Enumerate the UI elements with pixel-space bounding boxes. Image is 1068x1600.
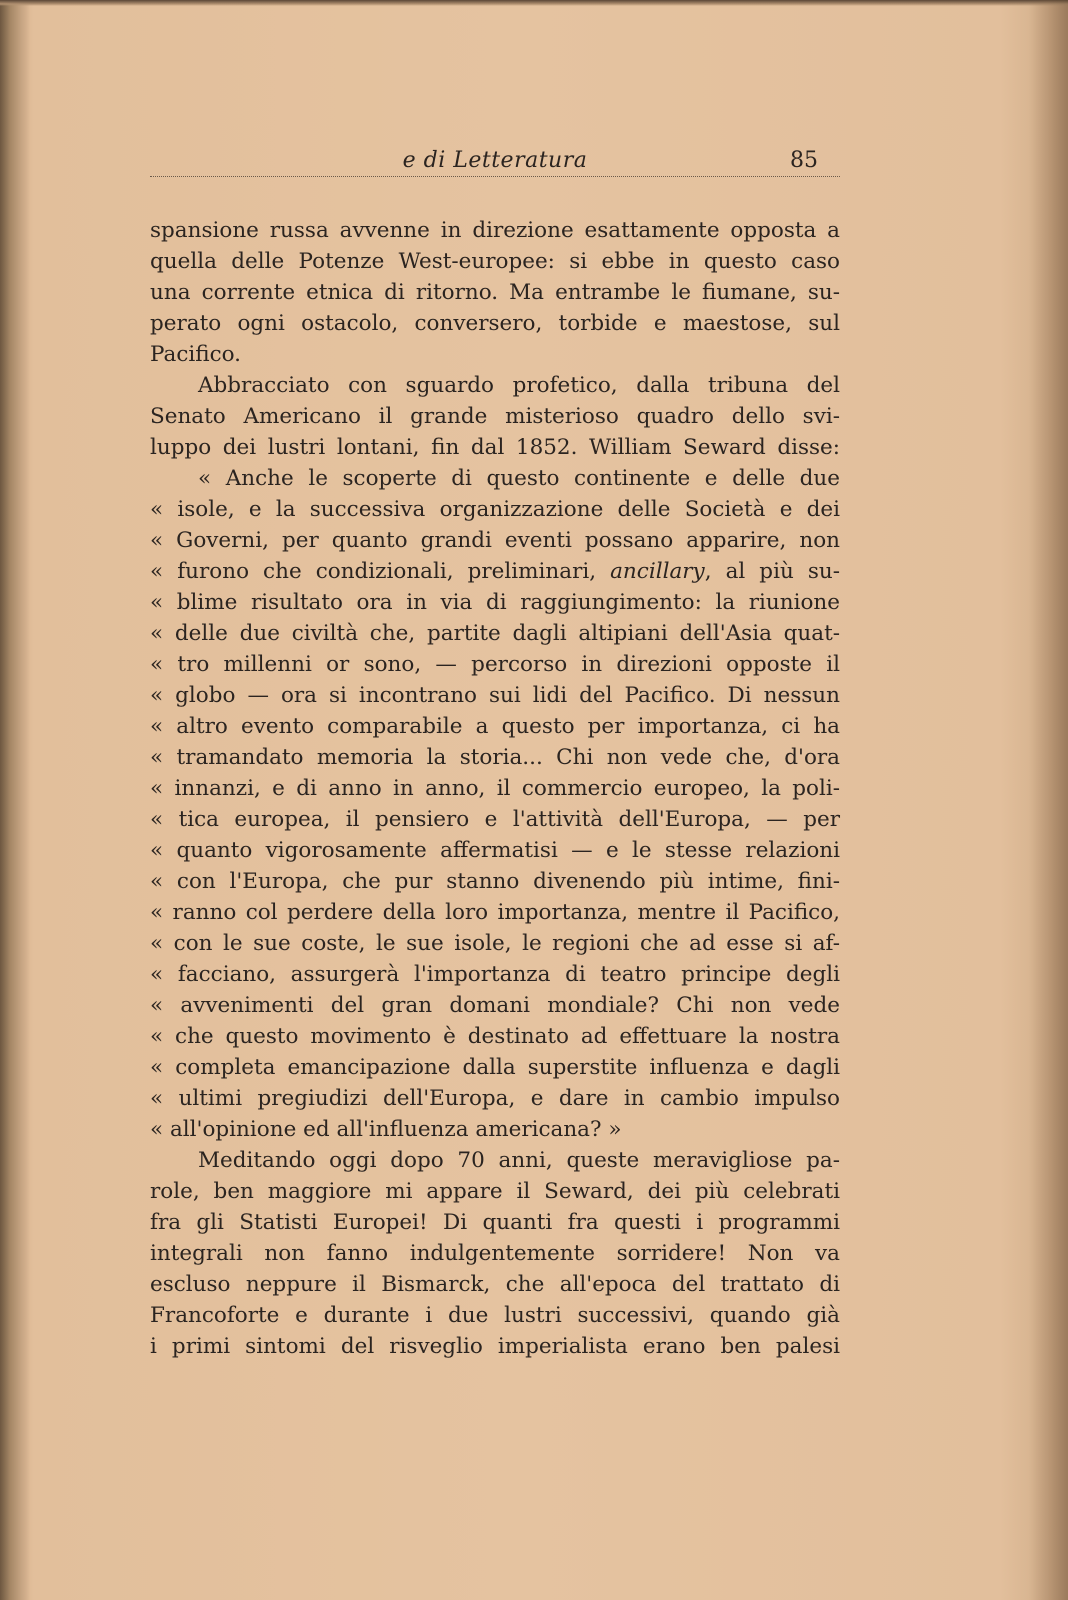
body-text	[150, 215, 840, 1362]
text-line: integrali non fanno indulgentemente sorridere! Non va	[150, 1241, 840, 1266]
right-page-edge	[1028, 0, 1068, 1600]
text-line: escluso neppure il Bismarck, che all'epoca del trattato di	[150, 1272, 840, 1297]
text-line: Meditando oggi dopo 70 anni, queste meravigliose pa-	[198, 1148, 840, 1173]
text-line: perato ogni ostacolo, conversero, torbide e maestose, sul	[150, 311, 840, 336]
quote-line: « delle due civiltà che, partite dagli altipiani dell'Asia quat-	[150, 621, 840, 646]
quote-line: « avvenimenti del gran domani mondiale? Chi non vede	[150, 993, 840, 1018]
page-content	[150, 130, 840, 1362]
quote-line: « isole, e la successiva organizzazione delle Società e dei	[150, 497, 840, 522]
quote-line: « innanzi, e di anno in anno, il commercio europeo, la poli-	[150, 776, 840, 801]
quote-line	[150, 556, 840, 587]
page-number: 85	[790, 148, 818, 173]
quote-line-end: , al più su-	[704, 559, 840, 584]
text-line: luppo dei lustri lontani, fin dal 1852. William Seward disse:	[150, 435, 840, 460]
text-line: spansione russa avvenne in direzione esattamente opposta a	[150, 218, 840, 243]
quote-line: « facciano, assurgerà l'importanza di teatro principe degli	[150, 962, 840, 987]
quote-line: « blime risultato ora in via di raggiungimento: la riunione	[150, 590, 840, 615]
quote-line: « globo — ora si incontrano sui lidi del Pacifico. Di nessun	[150, 683, 840, 708]
text-line: Francoforte e durante i due lustri successivi, quando già	[150, 1303, 840, 1328]
text-line: role, ben maggiore mi appare il Seward, dei più celebrati	[150, 1179, 840, 1204]
quote-line: « altro evento comparabile a questo per importanza, ci ha	[150, 714, 840, 739]
quote-line: « Governi, per quanto grandi eventi possano apparire, non	[150, 528, 840, 553]
quote-line: « che questo movimento è destinato ad effettuare la nostra	[150, 1024, 840, 1049]
quote-line: « ranno col perdere della loro importanza, mentre il Pacifico,	[150, 900, 840, 925]
quote-line: « ultimi pregiudizi dell'Europa, e dare in cambio impulso	[150, 1086, 840, 1111]
quote-line: « tica europea, il pensiero e l'attività dell'Europa, — per	[150, 807, 840, 832]
text-line: Abbracciato con sguardo profetico, dalla tribuna del	[198, 373, 840, 398]
text-line: i primi sintomi del risveglio imperialista erano ben palesi	[150, 1334, 840, 1359]
running-head	[150, 130, 840, 177]
book-binding-shadow	[0, 0, 30, 1600]
quote-line: « all'opinione ed all'influenza americana? »	[150, 1117, 622, 1142]
quote-line: « Anche le scoperte di questo continente e delle due	[198, 466, 840, 491]
running-title: e di Letteratura	[402, 148, 588, 173]
quote-line: « quanto vigorosamente affermatisi — e le stesse relazioni	[150, 838, 840, 863]
quote-line: « tro millenni or sono, — percorso in direzioni opposte il	[150, 652, 840, 677]
text-line: fra gli Statisti Europei! Di quanti fra questi i programmi	[150, 1210, 840, 1235]
text-line: quella delle Potenze West-europee: si ebbe in questo caso	[150, 249, 840, 274]
text-line: una corrente etnica di ritorno. Ma entrambe le fiumane, su-	[150, 280, 840, 305]
text-line: Senato Americano il grande misterioso quadro dello svi-	[150, 404, 840, 429]
quote-line: « tramandato memoria la storia... Chi non vede che, d'ora	[150, 745, 840, 770]
top-page-edge	[0, 0, 1068, 6]
quote-line: « con le sue coste, le sue isole, le regioni che ad esse si af-	[150, 931, 840, 956]
quote-line-start: « furono che condizionali, preliminari,	[150, 559, 597, 584]
text-line: Pacifico.	[150, 342, 242, 367]
italic-word: ancillary	[610, 559, 705, 584]
quote-line: « completa emancipazione dalla superstite influenza e dagli	[150, 1055, 840, 1080]
quote-line: « con l'Europa, che pur stanno divenendo più intime, fini-	[150, 869, 840, 894]
